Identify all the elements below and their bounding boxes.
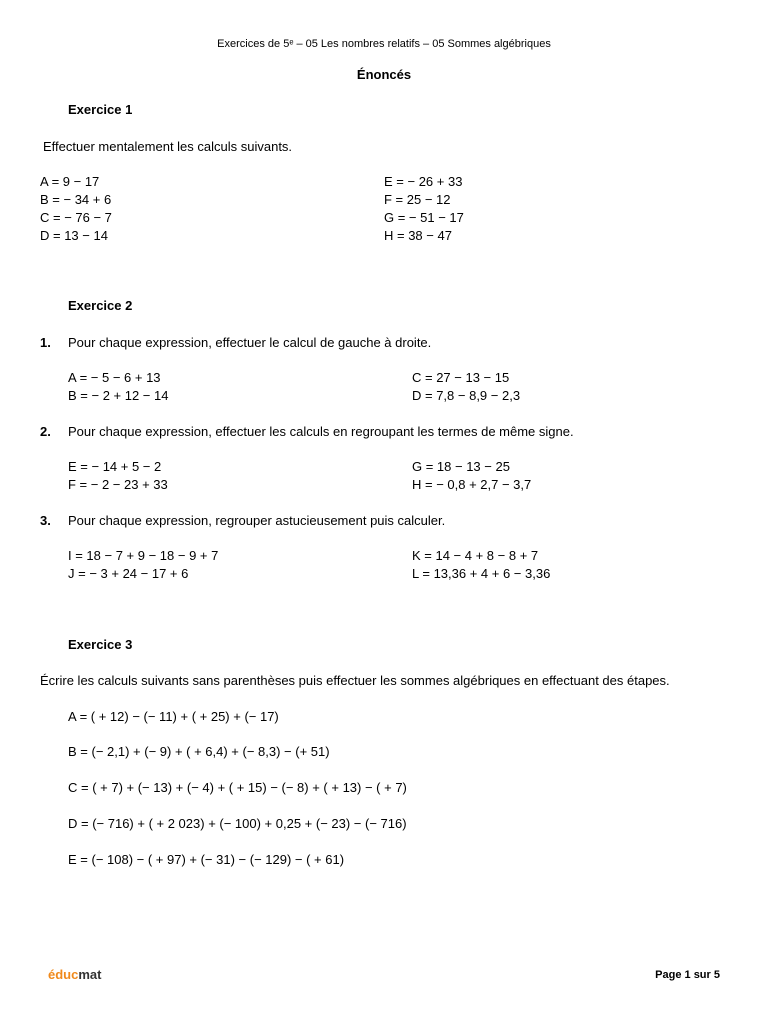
expression-line: C = − 76 − 7 [40, 210, 112, 225]
expression-line: L = 13,36 + 4 + 6 − 3,36 [412, 566, 551, 581]
expression-line: F = − 2 − 23 + 33 [68, 477, 168, 492]
expression-line: A = − 5 − 6 + 13 [68, 370, 161, 385]
expression-line: C = ( + 7) + (− 13) + (− 4) + ( + 15) − (− 8) + ( + 13) − ( + 7) [68, 780, 407, 795]
question-2-right-column [412, 458, 531, 494]
expression-line: H = − 0,8 + 2,7 − 3,7 [412, 477, 532, 492]
expression-line: K = 14 − 4 + 8 − 8 + 7 [412, 548, 539, 563]
expression-line: D = 13 − 14 [40, 228, 108, 243]
expression-line: F = 25 − 12 [384, 192, 451, 207]
expression-line: C = 27 − 13 − 15 [412, 370, 510, 385]
expression-line: E = − 26 + 33 [384, 174, 463, 189]
question-number: 3. [40, 513, 51, 528]
expression-line: D = (− 716) + ( + 2 023) + (− 100) + 0,25 + (− 23) − (− 716) [68, 816, 407, 831]
logo-part-2: mat [78, 967, 102, 982]
exercise-1-instruction: Effectuer mentalement les calculs suivants. [43, 139, 293, 154]
expression-line: G = 18 − 13 − 25 [412, 459, 510, 474]
question-2-left-column [68, 458, 168, 494]
exercise-1-left-column [40, 173, 112, 245]
educmat-logo [48, 967, 101, 982]
question-3-right-column [412, 547, 550, 583]
question-1-left-column [68, 369, 168, 405]
question-text: Pour chaque expression, effectuer le calcul de gauche à droite. [68, 335, 432, 350]
question-text: Pour chaque expression, regrouper astucieusement puis calculer. [68, 513, 446, 528]
exercise-3-title: Exercice 3 [68, 637, 133, 652]
expression-line: J = − 3 + 24 − 17 + 6 [68, 566, 189, 581]
exercise-3-instruction: Écrire les calculs suivants sans parenthèses puis effectuer les sommes algébriques en effectuant des étapes. [40, 673, 670, 688]
expression-line: B = − 34 + 6 [40, 192, 112, 207]
expression-line: I = 18 − 7 + 9 − 18 − 9 + 7 [68, 548, 219, 563]
question-number: 1. [40, 335, 51, 350]
page-number: Page 1 sur 5 [655, 969, 720, 981]
question-text: Pour chaque expression, effectuer les calculs en regroupant les termes de même signe. [68, 424, 574, 439]
exercise-2-title: Exercice 2 [68, 298, 133, 313]
expression-line: A = 9 − 17 [40, 174, 100, 189]
question-1-right-column [412, 369, 520, 405]
page-title: Énoncés [356, 67, 412, 82]
exercise-1-title: Exercice 1 [68, 102, 133, 117]
expression-line: G = − 51 − 17 [384, 210, 464, 225]
expression-line: E = (− 108) − ( + 97) + (− 31) − (− 129) − ( + 61) [68, 852, 345, 867]
expression-line: E = − 14 + 5 − 2 [68, 459, 162, 474]
expression-line: B = − 2 + 12 − 14 [68, 388, 169, 403]
page-header: Exercices de 5ᵉ – 05 Les nombres relatifs – 05 Sommes algébriques [217, 38, 551, 50]
expression-line: H = 38 − 47 [384, 228, 452, 243]
question-3-left-column [68, 547, 218, 583]
expression-line: B = (− 2,1) + (− 9) + ( + 6,4) + (− 8,3) − (+ 51) [68, 744, 330, 759]
expression-line: D = 7,8 − 8,9 − 2,3 [412, 388, 521, 403]
exercise-1-right-column [384, 173, 464, 245]
logo-part-1: éduc [48, 967, 79, 982]
question-number: 2. [40, 424, 51, 439]
expression-line: A = ( + 12) − (− 11) + ( + 25) + (− 17) [68, 709, 279, 724]
